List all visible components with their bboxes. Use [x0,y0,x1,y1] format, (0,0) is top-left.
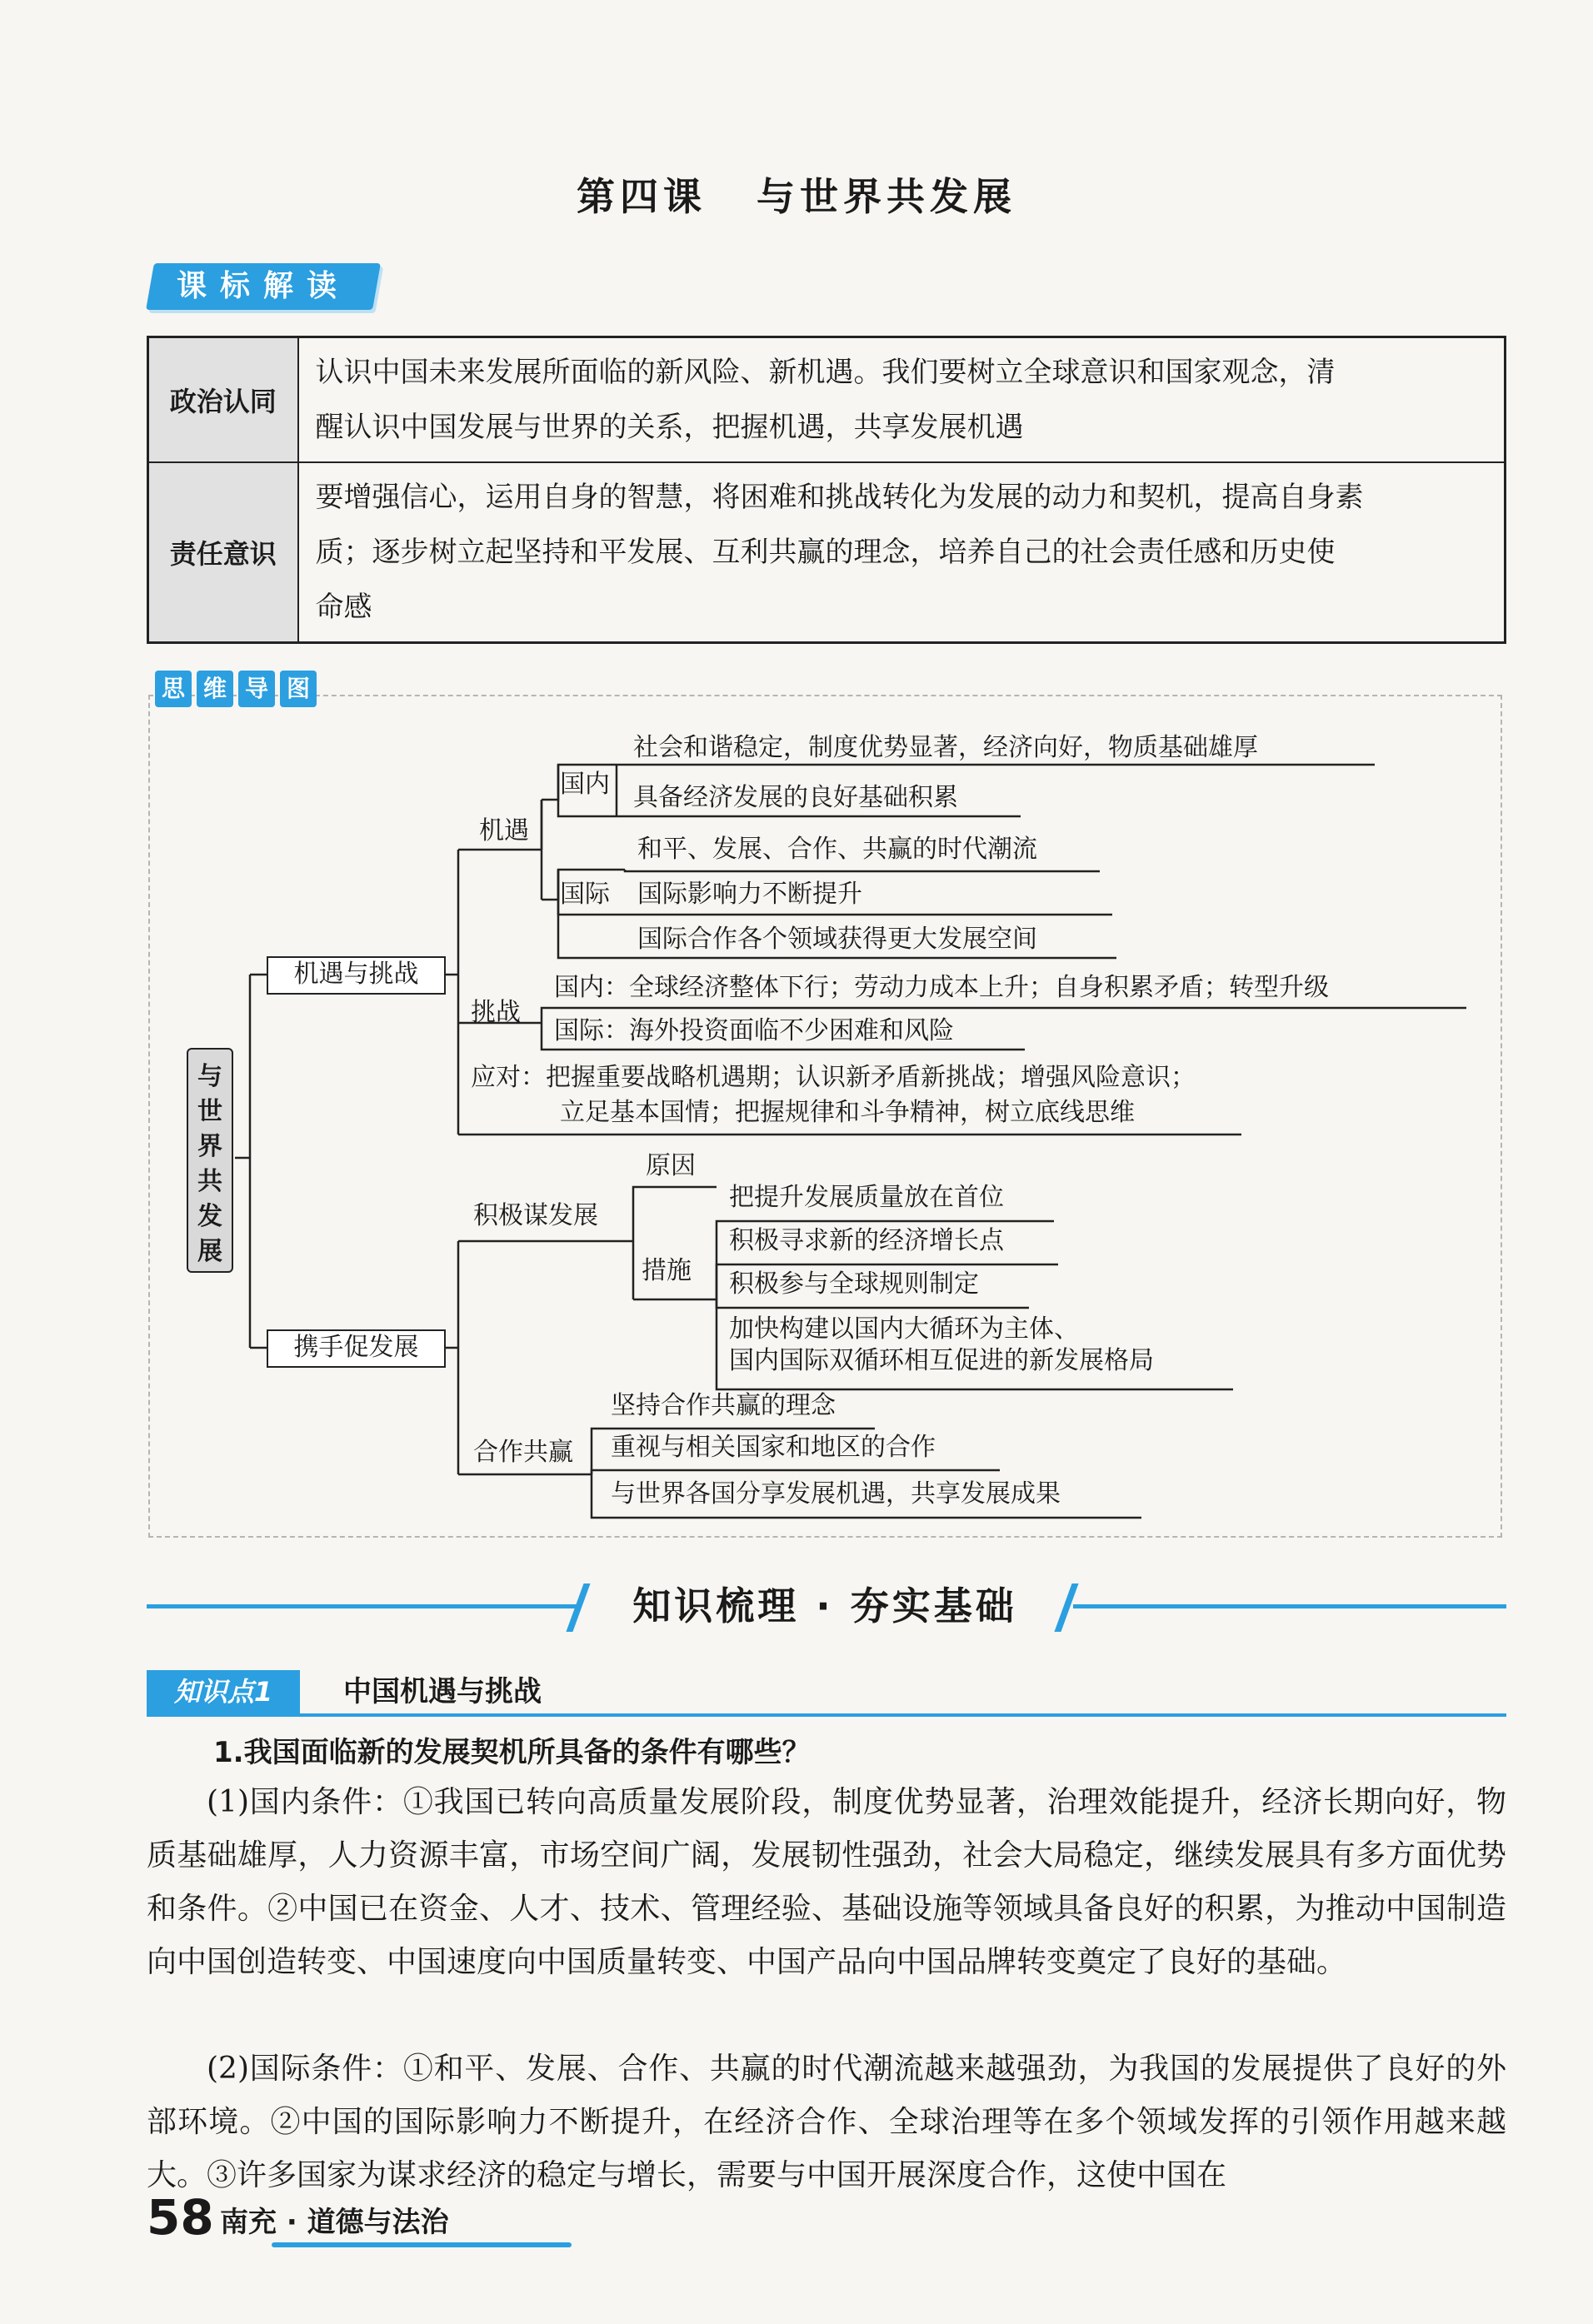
mindmap-response: 应对：把握重要战略机遇期；认识新矛盾新挑战；增强风险意识； [471,1063,1196,1092]
mindmap-label-measures: 措施 [642,1256,692,1285]
knowledge-point-name: 中国机遇与挑战 [343,1675,542,1708]
page-number: 58 [147,2189,214,2246]
mindmap-root: 与世界共发展 [187,1048,233,1273]
mindmap-label-challenge: 挑战 [471,998,521,1027]
section-header [0,1577,1593,1635]
mindmap-label-opportunity: 机遇 [479,816,529,845]
row-head: 政治认同 [148,337,298,463]
mindmap-tag: 思 维 导 图 [155,671,317,707]
mindmap-label-international: 国际 [560,880,610,909]
mindmap-item: 与世界各国分享发展机遇，共享发展成果 [611,1479,1061,1509]
mindmap-item: 国内：全球经济整体下行；劳动力成本上升；自身积累矛盾；转型升级 [554,973,1329,1002]
mindmap-item: 和平、发展、合作、共赢的时代潮流 [637,835,1037,864]
row-head: 责任意识 [148,462,298,643]
mindmap-label-domestic: 国内 [560,770,610,799]
mindmap-item: 社会和谐稳定，制度优势显著，经济向好，物质基础雄厚 [633,733,1258,762]
mindmap-item: 把提升发展质量放在首位 [729,1183,1004,1212]
mindmap-item: 加快构建以国内大循环为主体、 [729,1314,1079,1344]
mindmap-item: 坚持合作共赢的理念 [611,1391,836,1420]
question: 1.我国面临新的发展契机所具备的条件有哪些？ [213,1736,811,1769]
mindmap-item: 国际影响力不断提升 [637,880,862,909]
standards-tag: 课标解读 [146,263,381,310]
paragraph-international: (2)国际条件：①和平、发展、合作、共赢的时代潮流越来越强劲，为我国的发展提供了良好的外部环境。②中国的国际影响力不断提升，在经济合作、全球治理等在多个领域发挥的引领作用越来越大。③许多国家为谋求经济的稳定与增长，需要与中国开展深度合作，这使中国在 [147,2052,1506,2192]
mindmap-label-reason: 原因 [646,1151,696,1180]
mindmap-node-joint-development: 携手促发展 [267,1329,446,1368]
mindmap-item: 具备经济发展的良好基础积累 [633,783,958,812]
lesson-number: 第四课 [577,174,707,219]
lesson-name: 与世界共发展 [757,174,1016,219]
section-title: 知识梳理 · 夯实基础 [632,1583,1017,1628]
row-content: 认识中国未来发展所面临的新风险、新机遇。我们要树立全球意识和国家观念，清 醒认识中国发展与世界的关系，把握机遇，共享发展机遇 [298,337,1506,463]
mindmap-response: 立足基本国情；把握规律和斗争精神，树立底线思维 [560,1098,1135,1127]
row-content: 要增强信心，运用自身的智慧，将困难和挑战转化为发展的动力和契机，提高自身素 质；逐步树立起坚持和平发展、互利共赢的理念，培养自己的社会责任感和历史使 命感 [298,462,1506,643]
mindmap-item: 国内国际双循环相互促进的新发展格局 [729,1346,1154,1375]
knowledge-point-header [147,1670,1506,1717]
mindmap-label-win-win: 合作共赢 [473,1438,573,1467]
mindmap-item: 积极参与全球规则制定 [729,1269,979,1299]
mindmap-item: 国际合作各个领域获得更大发展空间 [637,925,1037,954]
footer-text: 南充 · 道德与法治 [220,2206,449,2239]
mindmap-item: 积极寻求新的经济增长点 [729,1226,1004,1255]
mindmap-item: 重视与相关国家和地区的合作 [611,1433,936,1462]
mindmap-item: 国际：海外投资面临不少困难和风险 [554,1016,954,1045]
mindmap-label-seek-development: 积极谋发展 [473,1201,598,1230]
knowledge-point-badge: 知识点1 [147,1670,300,1713]
mindmap-node-opportunity-challenge: 机遇与挑战 [267,956,446,995]
paragraph-domestic: (1)国内条件：①我国已转向高质量发展阶段，制度优势显著，治理效能提升，经济长期向好，物质基础雄厚，人力资源丰富，市场空间广阔，发展韧性强劲，社会大局稳定，继续发展具有多方面优势和条件。②中国已在资金、人才、技术、管理经验、基础设施等领域具备良好的积累，为推动中国制造向中国创造转变、中国速度向中国质量转变、中国产品向中国品牌转变奠定了良好的基础。 [147,1785,1506,1979]
